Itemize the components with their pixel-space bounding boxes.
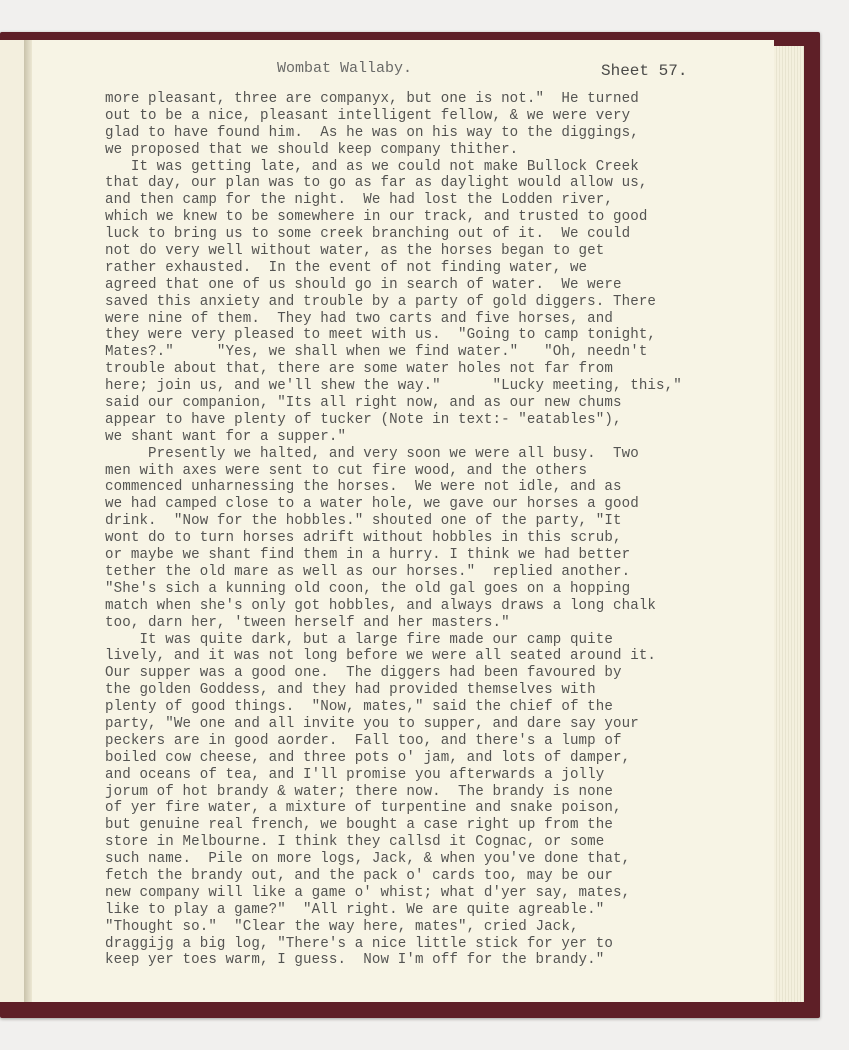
text-line: match when she's only got hobbles, and always draws a long chalk bbox=[105, 597, 657, 614]
text-line: commenced unharnessing the horses. We were not idle, and as bbox=[105, 479, 622, 496]
page-header-title: Wombat Wallaby. bbox=[277, 60, 413, 77]
text-line: draggijg a big log, "There's a nice little stick for yer to bbox=[105, 935, 613, 952]
text-line: "Thought so." "Clear the way here, mates", cried Jack, bbox=[105, 918, 579, 935]
text-line: trouble about that, there are some water holes not far from bbox=[105, 361, 613, 378]
text-line: of yer fire water, a mixture of turpentine and snake poison, bbox=[105, 800, 622, 817]
text-line: boiled cow cheese, and three pots o' jam, and lots of damper, bbox=[105, 749, 631, 766]
previous-page-edge bbox=[0, 40, 25, 1002]
text-line: tether the old mare as well as our horses." replied another. bbox=[105, 563, 631, 580]
text-line: men with axes were sent to cut fire wood, and the others bbox=[105, 462, 588, 479]
text-line: luck to bring us to some creek branching out of it. We could bbox=[105, 226, 631, 243]
text-line: out to be a nice, pleasant intelligent fellow, & we were very bbox=[105, 107, 631, 124]
text-line: said our companion, "Its all right now, and as our new chums bbox=[105, 395, 622, 412]
text-line: Mates?." "Yes, we shall when we find water." "Oh, needn't bbox=[105, 344, 648, 361]
text-line: "She's sich a kunning old coon, the old gal goes on a hopping bbox=[105, 580, 631, 597]
text-line: rather exhausted. In the event of not finding water, we bbox=[105, 259, 588, 276]
typed-page bbox=[32, 40, 774, 1002]
text-line: jorum of hot brandy & water; there now. The brandy is none bbox=[105, 783, 613, 800]
text-line: store in Melbourne. I think they callsd it Cognac, or some bbox=[105, 834, 605, 851]
text-line: that day, our plan was to go as far as daylight would allow us, bbox=[105, 175, 648, 192]
text-line: new company will like a game o' whist; what d'yer say, mates, bbox=[105, 884, 631, 901]
text-line: too, darn her, 'tween herself and her masters." bbox=[105, 614, 510, 631]
text-line: saved this anxiety and trouble by a party of gold diggers. There bbox=[105, 293, 657, 310]
text-line: wont do to turn horses adrift without hobbles in this scrub, bbox=[105, 530, 622, 547]
text-line: we proposed that we should keep company thither. bbox=[105, 141, 519, 158]
page-stack-edges bbox=[774, 46, 804, 1002]
text-line: we shant want for a supper." bbox=[105, 428, 347, 445]
text-line: they were very pleased to meet with us. "Going to camp tonight, bbox=[105, 327, 657, 344]
text-line: drink. "Now for the hobbles." shouted one of the party, "It bbox=[105, 513, 622, 530]
text-line: not do very well without water, as the horses began to get bbox=[105, 243, 605, 260]
text-line: glad to have found him. As he was on his way to the diggings, bbox=[105, 124, 639, 141]
text-line: but genuine real french, we bought a case right up from the bbox=[105, 817, 613, 834]
text-line: the golden Goddess, and they had provided themselves with bbox=[105, 682, 596, 699]
text-line: such name. Pile on more logs, Jack, & when you've done that, bbox=[105, 851, 631, 868]
text-line: and oceans of tea, and I'll promise you afterwards a jolly bbox=[105, 766, 605, 783]
text-line: plenty of good things. "Now, mates," said the chief of the bbox=[105, 699, 613, 716]
text-line: Our supper was a good one. The diggers had been favoured by bbox=[105, 665, 622, 682]
body-text bbox=[105, 91, 765, 969]
text-line: more pleasant, three are companyx, but one is not." He turned bbox=[105, 91, 639, 107]
text-line: here; join us, and we'll shew the way." "Lucky meeting, this," bbox=[105, 378, 682, 395]
text-line: and then camp for the night. We had lost the Lodden river, bbox=[105, 192, 613, 209]
text-line: fetch the brandy out, and the pack o' cards too, may be our bbox=[105, 867, 613, 884]
text-line: It was quite dark, but a large fire made our camp quite bbox=[105, 631, 613, 648]
binding-gutter bbox=[24, 40, 32, 1002]
text-line: were nine of them. They had two carts and five horses, and bbox=[105, 310, 613, 327]
text-line: lively, and it was not long before we were all seated around it. bbox=[105, 648, 657, 665]
text-line: agreed that one of us should go in search of water. We were bbox=[105, 276, 622, 293]
text-line: keep yer toes warm, I guess. Now I'm off for the brandy." bbox=[105, 952, 605, 969]
page-header-sheet-number: Sheet 57. bbox=[601, 62, 688, 80]
text-line: like to play a game?" "All right. We are quite agreable." bbox=[105, 901, 605, 918]
text-line: which we knew to be somewhere in our track, and trusted to good bbox=[105, 209, 648, 226]
text-line: we had camped close to a water hole, we gave our horses a good bbox=[105, 496, 639, 513]
text-line: peckers are in good aorder. Fall too, and there's a lump of bbox=[105, 732, 622, 749]
text-line: It was getting late, and as we could not make Bullock Creek bbox=[105, 158, 639, 175]
text-line: or maybe we shant find them in a hurry. I think we had better bbox=[105, 547, 631, 564]
text-line: Presently we halted, and very soon we were all busy. Two bbox=[105, 445, 639, 462]
text-line: party, "We one and all invite you to supper, and dare say your bbox=[105, 715, 639, 732]
text-line: appear to have plenty of tucker (Note in text:- "eatables"), bbox=[105, 411, 622, 428]
